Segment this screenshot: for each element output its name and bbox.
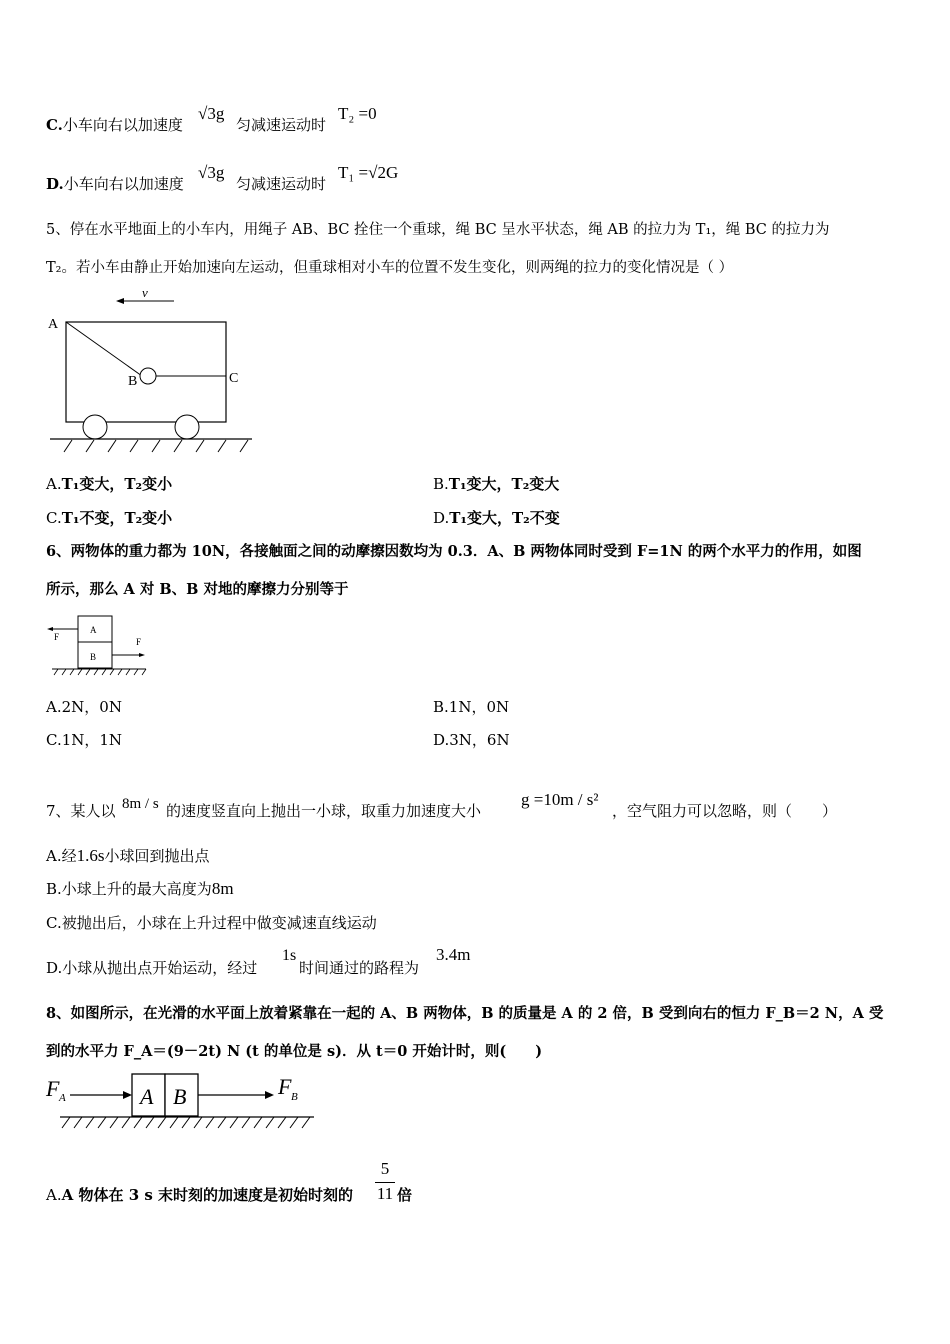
q4-option-c-pre: 小车向右以加速度 [62,116,183,134]
q8-option-a-post: 倍 [397,1186,413,1204]
q6-option-c [46,730,122,750]
wheel-left [83,415,107,439]
q7-option-d [46,958,257,978]
q8-stem-line2: 到的水平力 F_A＝(9－2t) N (t 的单位是 s)．从 t＝0 开始计时，则( ) [46,1043,543,1060]
force-a-label: F [54,632,60,642]
q7-option-c-pre: 被抛出后，小球在上升过程中做变减速直线运动 [61,914,377,932]
force-fa-label: F [46,1076,60,1101]
q7-option-d-post: 时间通过的路程为 [299,959,420,977]
force-fb-arrowhead [265,1091,274,1099]
q6-option-b-text: 1N，0N [448,698,510,716]
q6-option-c-label: C. [46,731,62,749]
q6-option-b [433,697,509,717]
force-b-arrowhead [139,653,145,657]
q5-option-a-text: T₁变大，T₂变小 [61,475,173,493]
q8-fraction-denominator: 11 [376,1184,394,1203]
q4-option-c-accel: √3g [198,104,225,123]
q5-option-b-label: B. [433,475,449,493]
q7-speed: 8m / s [122,796,159,812]
q4-option-d-accel: √3g [198,163,225,182]
q7-option-b-pre: 小球上升的最大高度为 [61,880,212,898]
q5-option-b-text: T₁变大，T₂变大 [448,475,560,493]
q8-option-a-label: A. [46,1186,62,1204]
velocity-arrowhead [116,298,124,304]
q7-option-a [46,846,210,866]
q6-option-d-text: 3N，6N [449,731,510,749]
q7-option-a-post: 小球回到抛出点 [104,847,210,865]
q5-option-d [433,508,560,528]
q7-option-d-value2: 3.4m [436,945,471,964]
q6-option-c-text: 1N，1N [61,731,123,749]
q6-option-d-label: D. [433,731,450,749]
q5-option-a-label: A. [46,475,62,493]
q6-option-a-label: A. [46,698,62,716]
q8-option-a-pre: A 物体在 3 s 末时刻的加速度是初始时刻的 [61,1186,354,1204]
q4-option-c-cond: T₂ =0 [338,104,377,123]
q8-block-b-label: B [173,1084,187,1109]
q7-option-b-label: B. [46,880,62,898]
point-b-label: B [128,374,138,389]
q6-blocks-figure [44,612,154,680]
heavy-ball [140,368,156,384]
q5-option-c-label: C. [46,509,62,527]
q8-fraction-numerator: 5 [380,1159,390,1178]
point-c-label: C [229,371,239,386]
rope-ab [66,322,142,376]
q5-option-c [46,508,172,528]
q4-option-c-label: C. [46,116,63,134]
q6-stem-line2: 所示，那么 A 对 B、B 对地的摩擦力分别等于 [46,581,349,598]
force-b-label: F [136,637,142,647]
q7-option-d-value: 1s [282,947,297,964]
q8-blocks-figure [44,1068,319,1134]
block-b-label: B [90,652,97,662]
force-fb-label: F [278,1074,292,1099]
q7-option-c [46,913,377,933]
q5-option-b [433,474,559,494]
q7-stem-pre: 7、某人以 [46,802,116,820]
force-fa-arrowhead [123,1091,132,1099]
force-fa-subscript: A [59,1092,66,1104]
q4-option-d [46,174,184,194]
q5-option-c-text: T₁不变，T₂变小 [61,509,173,527]
force-fb-subscript: B [291,1091,298,1103]
force-a-arrowhead [47,627,53,631]
q4-option-d-pre: 小车向右以加速度 [63,175,184,193]
q5-cart-figure [44,285,259,455]
q7-stem-mid: 的速度竖直向上抛出一小球，取重力加速度大小 [166,802,482,820]
q8-option-a [46,1185,353,1205]
q8-block-a-label: A [140,1084,154,1109]
q4-option-d-cond: T₁ =√2G [338,163,399,182]
q4-option-c-mid: 匀减速运动时 [236,116,327,134]
q6-ground-hatching [54,669,146,675]
q5-stem-line1: 5、停在水平地面上的小车内，用绳子 AB、BC 拴住一个重球，绳 BC 呈水平状态，绳 AB 的拉力为 T₁，绳 BC 的拉力为 [46,222,830,238]
q6-option-d [433,730,510,750]
ground-hatching [64,440,248,452]
point-a-label: A [48,317,59,332]
q4-option-d-label: D. [46,175,64,193]
q7-stem-post: ，空气阻力可以忽略，则（ ） [612,802,838,820]
q6-stem-line1: 6、两物体的重力都为 10N，各接触面之间的动摩擦因数均为 0.3．A、B 两物体同时受到 F=1N 的两个水平力的作用，如图 [46,543,862,560]
q4-option-c [46,115,183,135]
q4-option-d-mid: 匀减速运动时 [236,175,327,193]
q7-option-d-pre: 小球从抛出点开始运动，经过 [62,959,258,977]
q5-stem-line2: T₂。若小车由静止开始加速向左运动，但重球相对小车的位置不发生变化，则两绳的拉力的变化情况是（ ） [46,260,734,276]
wheel-right [175,415,199,439]
q5-option-d-text: T₁变大，T₂不变 [449,509,560,527]
q7-option-a-label: A. [46,847,62,865]
velocity-label: v [142,285,148,300]
q5-option-d-label: D. [433,509,450,527]
q6-option-a-text: 2N，0N [61,698,122,716]
q6-option-b-label: B. [433,698,449,716]
q7-option-b-value: 8m [211,879,234,898]
q8-stem-line1: 8、如图所示，在光滑的水平面上放着紧靠在一起的 A、B 两物体，B 的质量是 A 的 2 倍，B 受到向右的恒力 F_B＝2 N，A 受 [46,1005,884,1022]
q7-option-c-label: C. [46,914,62,932]
q7-gravity: g =10m / s² [521,790,599,809]
block-a-label: A [90,625,97,635]
q8-fraction-bar [375,1182,395,1183]
q7-option-d-label: D. [46,959,63,977]
q7-option-a-pre: 经 [61,847,77,865]
q5-option-a [46,474,172,494]
q7-option-b [46,879,234,899]
q8-ground-hatching [62,1117,310,1128]
q7-option-a-value: 1.6s [76,846,105,865]
q6-option-a [46,697,122,717]
